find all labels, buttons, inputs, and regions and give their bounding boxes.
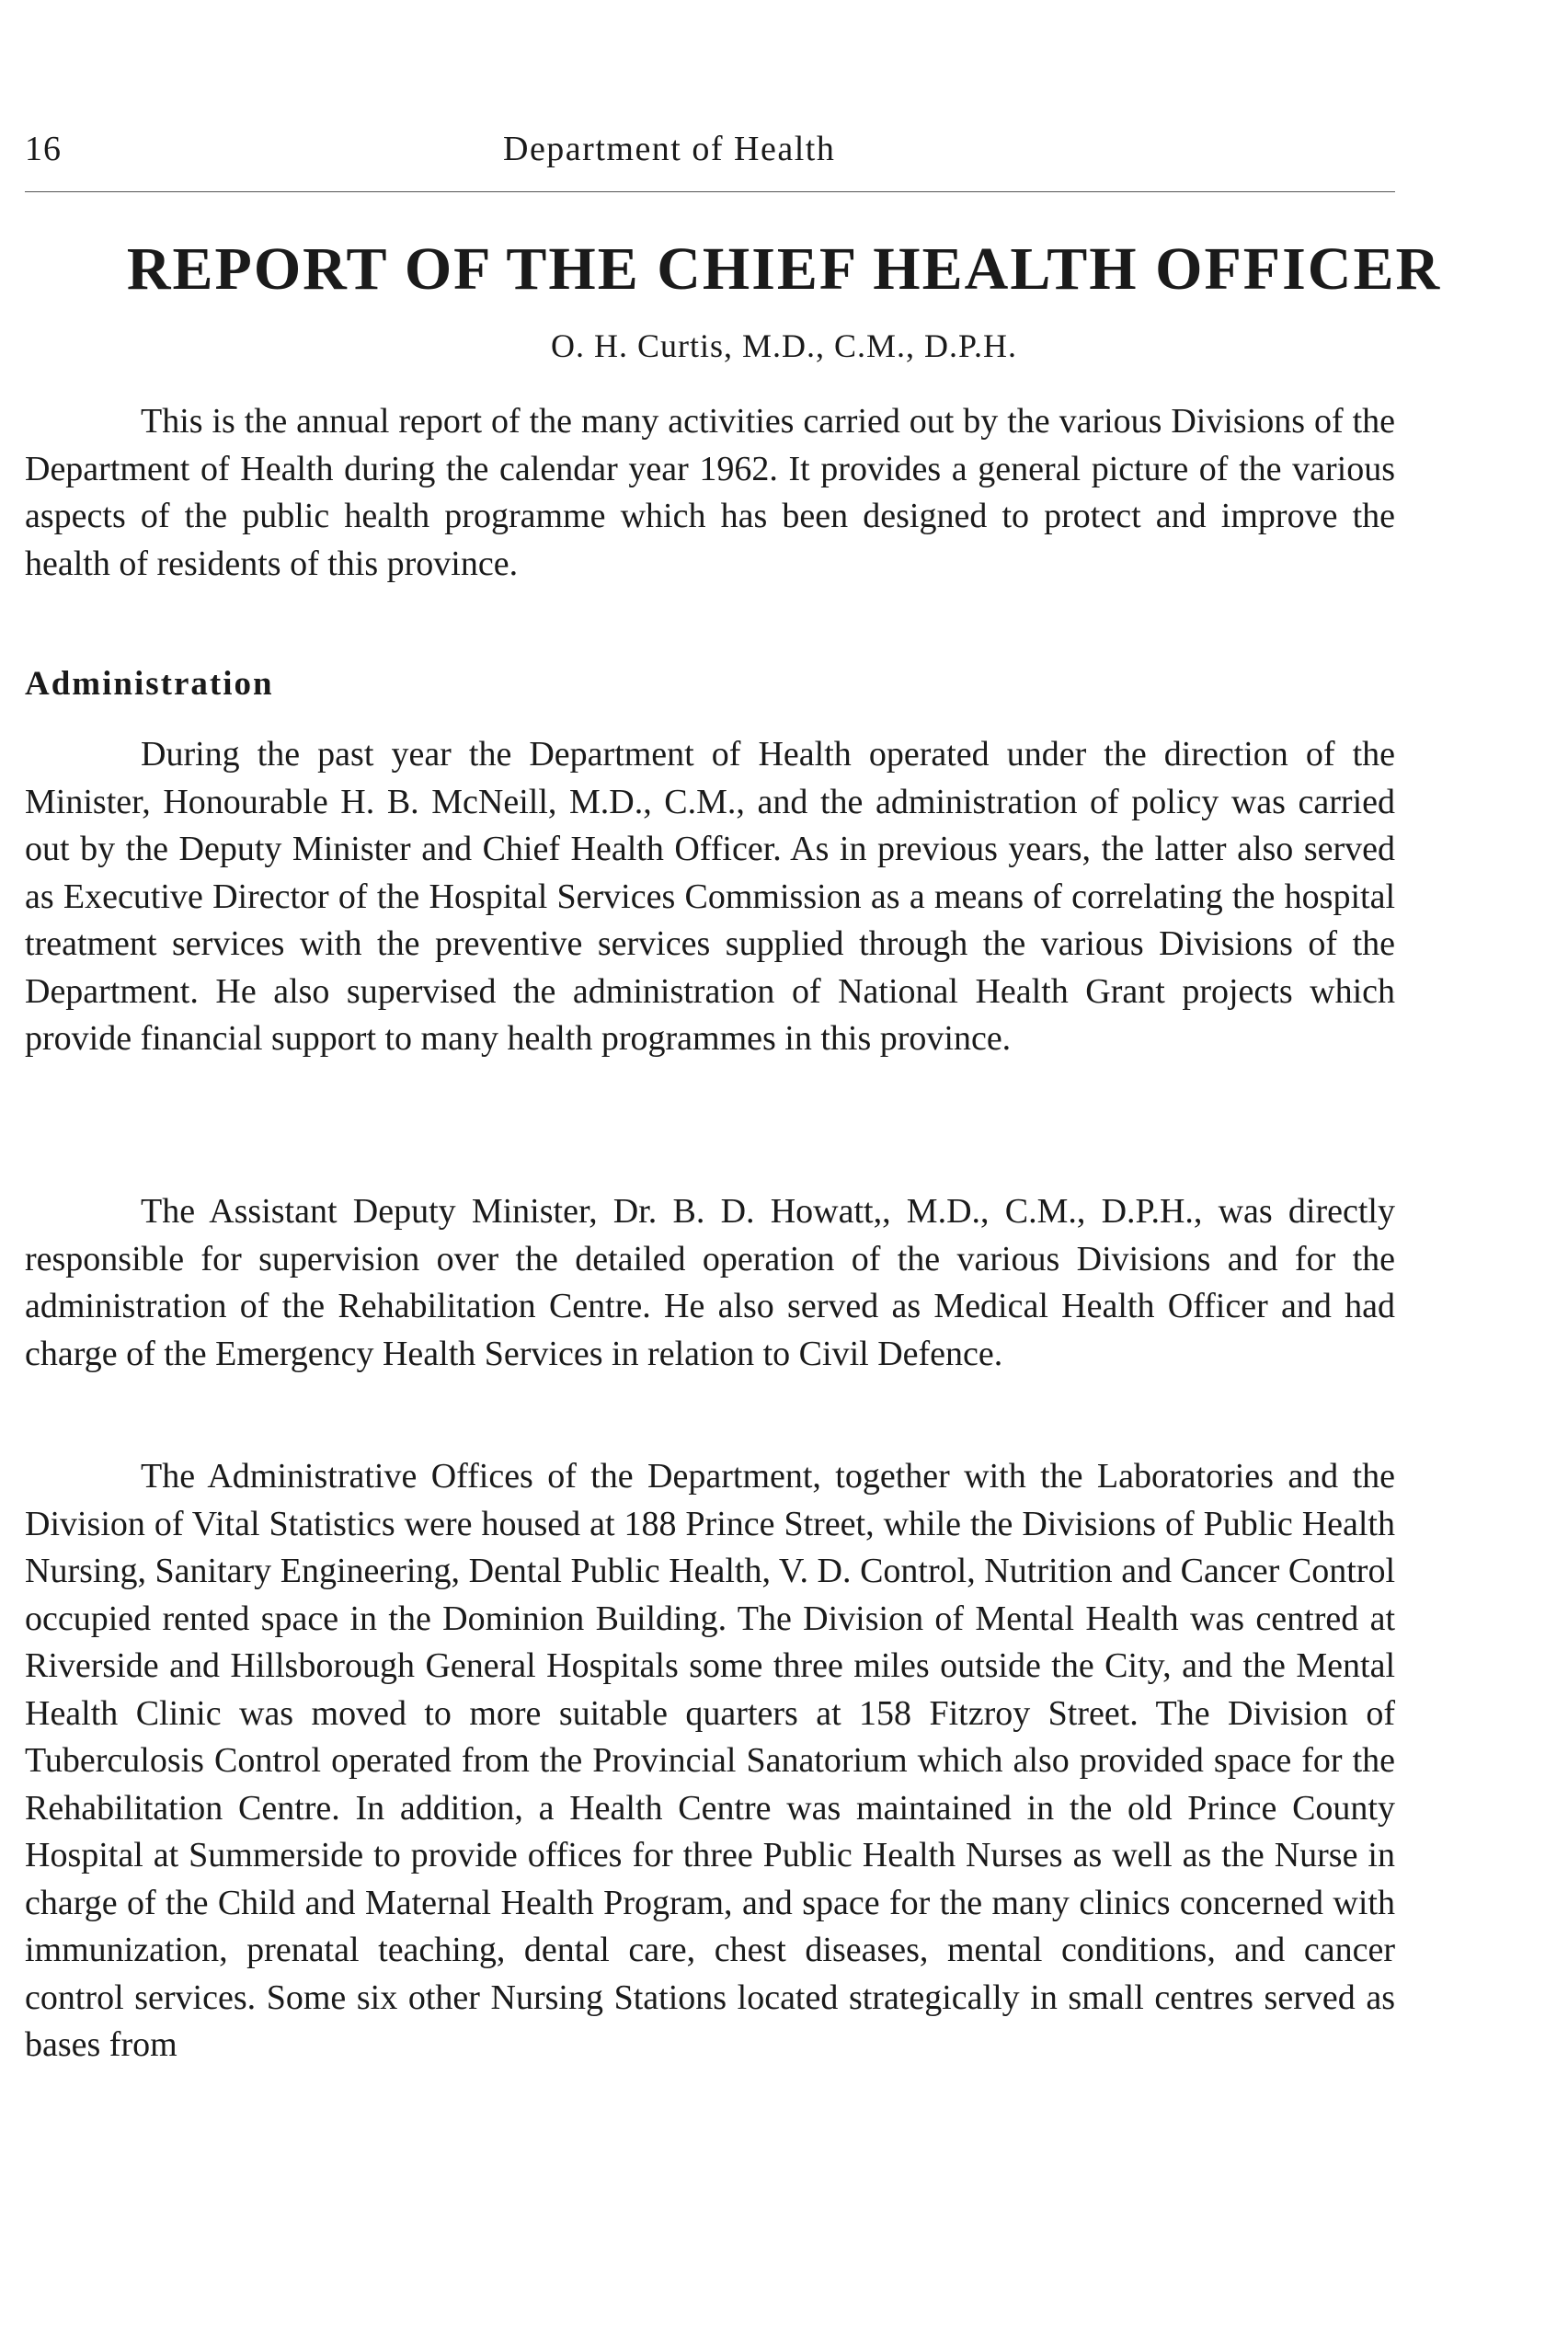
header-rule: [25, 191, 1395, 192]
administration-paragraph: The Administrative Offices of the Department, together with the Laboratories and the Division of Vital Statistics were housed at 188 Prince Street, while the Divisions of Public Health Nursing, Sanitary Engineering, Dental Public Health, V. D. Control, Nutrition and Cancer Control occupied rented space in the Dominion Building. The Division of Mental Health was centred at Riverside and Hillsborough General Hospitals some three miles outside the City, and the Mental Health Clinic was moved to more suitable quarters at 158 Fitzroy Street. The Division of Tuberculosis Control operated from the Provincial Sanatorium which also provided space for the Rehabilitation Centre. In addition, a Health Centre was maintained in the old Prince County Hospital at Summerside to provide offices for three Public Health Nurses as well as the Nurse in charge of the Child and Maternal Health Program, and space for the many clinics concerned with immunization, prenatal teaching, dental care, chest diseases, mental conditions, and cancer control services. Some six other Nursing Stations located strategically in small centres served as bases from: [25, 1457, 1395, 2064]
running-head: Department of Health: [503, 130, 836, 168]
administration-paragraph: During the past year the Department of Health operated under the direction of the Minister, Honourable H. B. McNeill, M.D., C.M., and the administration of policy was carried out by the Deputy Minister and Chief Health Officer. As in previous years, the latter also served as Executive Director of the Hospital Services Commission as a means of correlating the hospital treatment services with the preventive services supplied through the various Divisions of the Department. He also supervised the administration of National Health Grant projects which provide financial support to many health programmes in this province.: [25, 735, 1395, 1058]
administration-paragraph: The Assistant Deputy Minister, Dr. B. D. Howatt,, M.D., C.M., D.P.H., was directly responsible for supervision over the detailed operation of the various Divisions and for the administration of the Rehabilitation Centre. He also served as Medical Health Officer and had charge of the Emergency Health Services in relation to Civil Defence.: [25, 1192, 1395, 1373]
report-title: REPORT OF THE CHIEF HEALTH OFFICER: [126, 235, 1442, 303]
page-number: 16: [25, 130, 62, 168]
author-byline: O. H. Curtis, M.D., C.M., D.P.H.: [550, 327, 1018, 364]
intro-paragraph: This is the annual report of the many activities carried out by the various Divisions of the Department of Health during the calendar year 1962. It provides a general picture of the various aspects of the public health programme which has been designed to protect and improve the health of residents of this province.: [25, 402, 1395, 583]
page-header: [25, 129, 1395, 184]
section-heading-administration: Administration: [25, 665, 274, 703]
